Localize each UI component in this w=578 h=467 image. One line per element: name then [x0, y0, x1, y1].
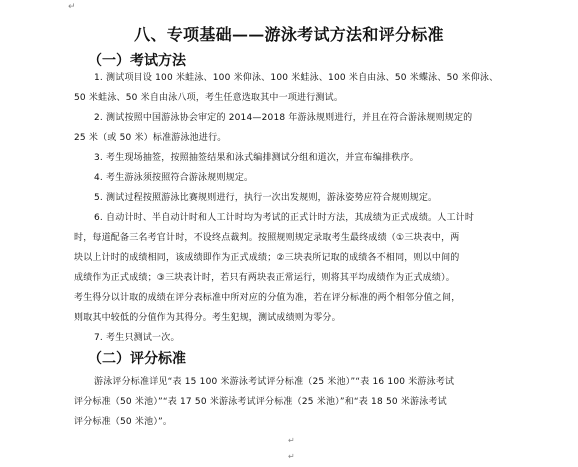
item-4 — [74, 168, 504, 188]
item-6-line-1: 6. 自动计时、半自动计时和人工计时均为考试的正式计时方法，其成绩为正式成绩。人工计时 — [94, 213, 475, 223]
item-6-line-4: 成绩作为正式成绩；③三块表计时，若只有两块表正常运行，则将其平均成绩作为正式成绩）。 — [74, 273, 455, 283]
standard-line-3: 评分标准（50 米池）”。 — [74, 417, 173, 427]
item-5 — [74, 188, 504, 208]
section-heading-method: （一）考试方法 — [88, 53, 186, 69]
item-6-line-6: 则取其中较低的分值作为其得分。考生犯规，测试成绩则为零分。 — [74, 313, 341, 323]
item-1 — [74, 68, 504, 108]
page-marker-icon: ↵ — [68, 2, 76, 12]
document-title: 八、专项基础——游泳考试方法和评分标准 — [134, 25, 444, 44]
item-5-line-1: 5. 测试过程按照游泳比赛规则进行，执行一次出发规则，游泳姿势应符合规则规定。 — [94, 193, 438, 203]
item-6-line-5: 考生得分以计取的成绩在评分表标准中所对应的分值为准，若在评分标准的两个相邻分值之间， — [74, 293, 461, 303]
item-4-line-1: 4. 考生游泳须按照符合游泳规则规定。 — [94, 173, 254, 183]
item-2 — [74, 108, 504, 148]
paragraph-mark-icon: ↵ — [288, 452, 295, 461]
section-heading-standard: （二）评分标准 — [88, 351, 186, 367]
item-6-line-2: 时，每道配备三名考官计时，不设终点裁判。按照规则规定录取考生最终成绩（①三块表中，两 — [74, 233, 460, 243]
item-7-line-1: 7. 考生只测试一次。 — [94, 333, 180, 343]
item-7 — [74, 328, 504, 348]
item-2-line-1: 2. 测试按照中国游泳协会审定的 2014—2018 年游泳规则进行，并且在符合游泳规则规定的 — [94, 113, 473, 123]
item-3 — [74, 148, 504, 168]
standard-line-2: 评分标准（50 米池）”“表 17 50 米游泳考试评分标准（25 米池）”和“表 18 50 米游泳考试 — [74, 397, 447, 407]
item-6-line-3: 块以上计时的成绩相同，该成绩即作为正式成绩；②三块表所记取的成绩各不相同，则以中间的 — [74, 253, 460, 263]
item-2-line-2: 25 米（或 50 米）标准游泳池进行。 — [74, 133, 227, 143]
paragraph-mark-icon: ↵ — [288, 436, 295, 445]
item-3-line-1: 3. 考生现场抽签，按照抽签结果和泳式编排测试分组和道次，并宣布编排秩序。 — [94, 153, 419, 163]
item-6 — [74, 208, 504, 328]
item-1-line-2: 50 米蛙泳、50 米自由泳八项，考生任意选取其中一项进行测试。 — [74, 93, 344, 103]
item-1-line-1: 1. 测试项目设 100 米蛙泳、100 米仰泳、100 米蛙泳、100 米自由泳、50 米蝶泳、50 米仰泳、 — [94, 73, 499, 83]
standard-line-1: 游泳评分标准详见“表 15 100 米游泳考试评分标准（25 米池）”“表 16 100 米游泳考试 — [94, 377, 455, 387]
standard-paragraph — [74, 372, 504, 432]
